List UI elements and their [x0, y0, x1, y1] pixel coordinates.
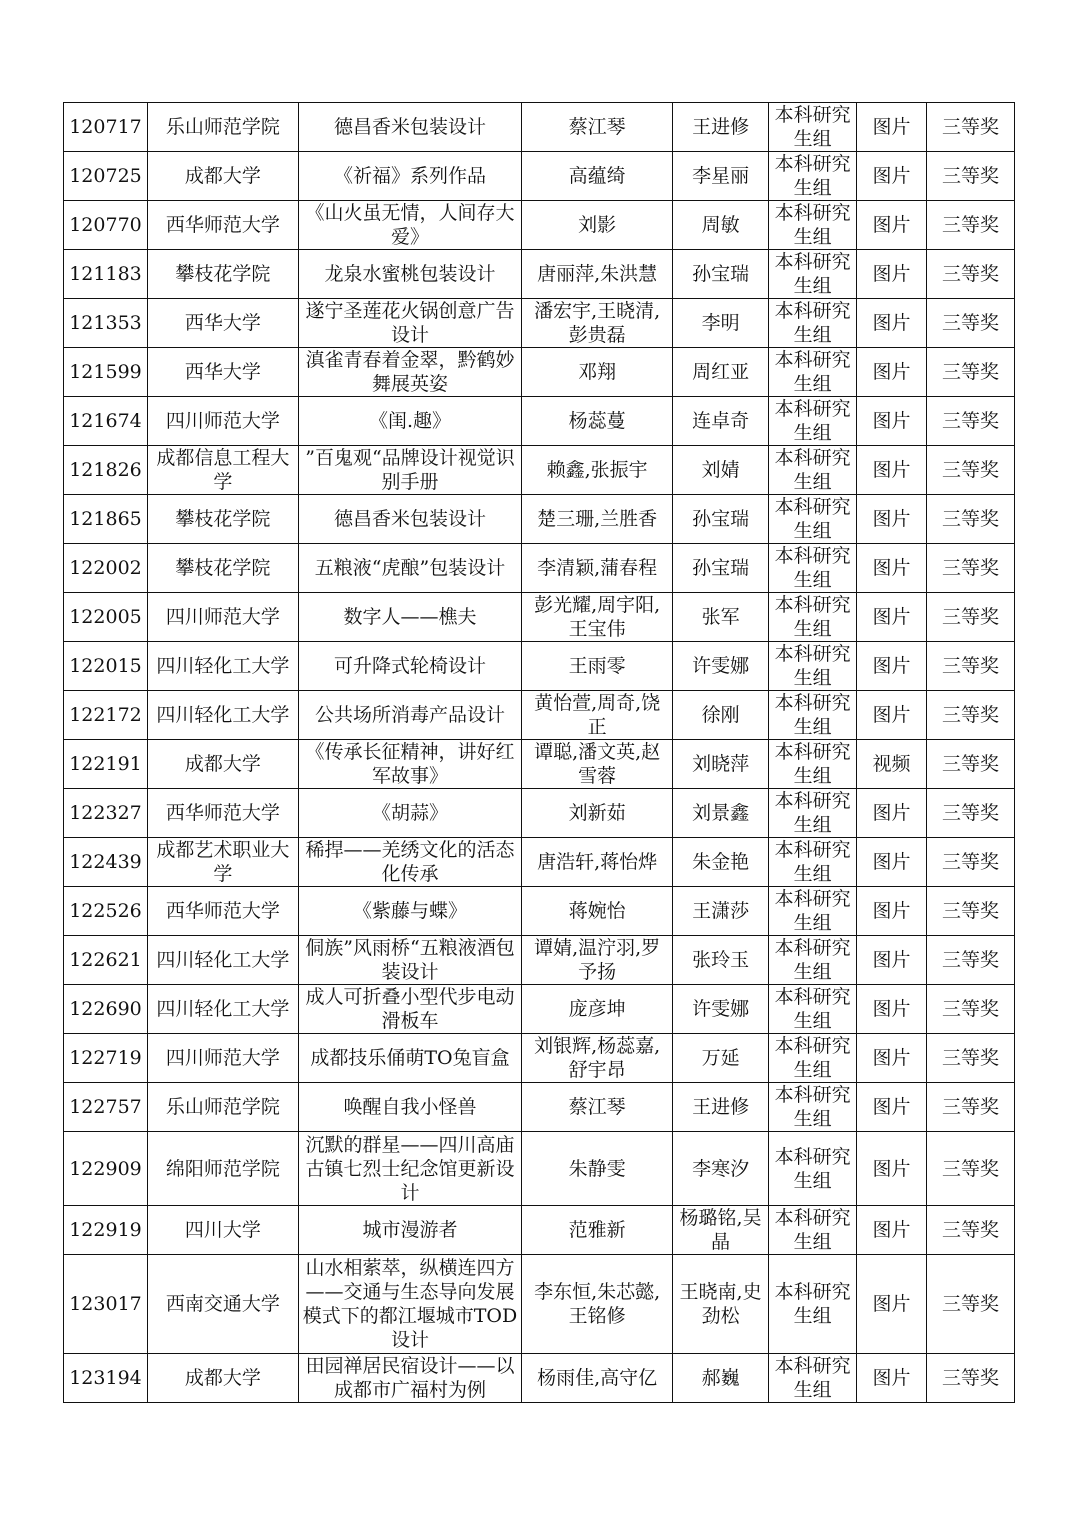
- group-cell: 本科研究生组: [769, 446, 857, 495]
- work-title-cell: 五粮液“虎酿”包装设计: [298, 544, 522, 593]
- work-title-cell: 山水相萦萃，纵横连四方——交通与生态导向发展模式下的都江堰城市TOD设计: [298, 1255, 522, 1354]
- advisor-cell: 刘婧: [673, 446, 769, 495]
- advisor-cell: 孙宝瑞: [673, 495, 769, 544]
- table-row: [64, 250, 1015, 299]
- advisor-cell: 徐刚: [673, 691, 769, 740]
- entry-id-cell: 120770: [64, 201, 148, 250]
- school-cell: 四川轻化工大学: [147, 691, 298, 740]
- table-row: [64, 593, 1015, 642]
- authors-cell: 蔡江琴: [522, 103, 673, 152]
- prize-cell: 三等奖: [926, 1034, 1014, 1083]
- authors-cell: 刘影: [522, 201, 673, 250]
- advisor-cell: 李星丽: [673, 152, 769, 201]
- table-row: [64, 1132, 1015, 1206]
- awards-table-body: [64, 103, 1015, 1403]
- school-cell: 成都信息工程大学: [147, 446, 298, 495]
- authors-cell: 赖鑫,张振宇: [522, 446, 673, 495]
- prize-cell: 三等奖: [926, 397, 1014, 446]
- entry-id-cell: 122015: [64, 642, 148, 691]
- advisor-cell: 张军: [673, 593, 769, 642]
- school-cell: 乐山师范学院: [147, 1083, 298, 1132]
- advisor-cell: 王进修: [673, 1083, 769, 1132]
- school-cell: 绵阳师范学院: [147, 1132, 298, 1206]
- authors-cell: 朱静雯: [522, 1132, 673, 1206]
- work-type-cell: 图片: [857, 1255, 927, 1354]
- group-cell: 本科研究生组: [769, 348, 857, 397]
- advisor-cell: 刘晓萍: [673, 740, 769, 789]
- work-title-cell: 数字人——樵夫: [298, 593, 522, 642]
- work-type-cell: 图片: [857, 691, 927, 740]
- work-type-cell: 图片: [857, 397, 927, 446]
- group-cell: 本科研究生组: [769, 250, 857, 299]
- group-cell: 本科研究生组: [769, 740, 857, 789]
- table-row: [64, 838, 1015, 887]
- work-title-cell: 《传承长征精神，讲好红军故事》: [298, 740, 522, 789]
- prize-cell: 三等奖: [926, 250, 1014, 299]
- school-cell: 西华大学: [147, 299, 298, 348]
- advisor-cell: 王潇莎: [673, 887, 769, 936]
- school-cell: 西华大学: [147, 348, 298, 397]
- group-cell: 本科研究生组: [769, 936, 857, 985]
- entry-id-cell: 122757: [64, 1083, 148, 1132]
- authors-cell: 彭光耀,周宇阳,王宝伟: [522, 593, 673, 642]
- authors-cell: 谭婧,温泞羽,罗予扬: [522, 936, 673, 985]
- work-type-cell: 图片: [857, 495, 927, 544]
- table-row: [64, 544, 1015, 593]
- table-row: [64, 348, 1015, 397]
- work-title-cell: 城市漫游者: [298, 1206, 522, 1255]
- prize-cell: 三等奖: [926, 838, 1014, 887]
- table-row: [64, 740, 1015, 789]
- work-title-cell: 成都技乐俑萌TO兔盲盒: [298, 1034, 522, 1083]
- entry-id-cell: 120717: [64, 103, 148, 152]
- entry-id-cell: 122621: [64, 936, 148, 985]
- prize-cell: 三等奖: [926, 1354, 1014, 1403]
- advisor-cell: 李明: [673, 299, 769, 348]
- school-cell: 四川轻化工大学: [147, 642, 298, 691]
- work-title-cell: 《闺.趣》: [298, 397, 522, 446]
- table-row: [64, 1206, 1015, 1255]
- entry-id-cell: 122191: [64, 740, 148, 789]
- entry-id-cell: 122439: [64, 838, 148, 887]
- advisor-cell: 周敏: [673, 201, 769, 250]
- work-title-cell: 田园禅居民宿设计——以成都市广福村为例: [298, 1354, 522, 1403]
- entry-id-cell: 122719: [64, 1034, 148, 1083]
- table-row: [64, 985, 1015, 1034]
- school-cell: 成都大学: [147, 1354, 298, 1403]
- prize-cell: 三等奖: [926, 348, 1014, 397]
- work-title-cell: ”百鬼观“品牌设计视觉识别手册: [298, 446, 522, 495]
- authors-cell: 杨蕊蔓: [522, 397, 673, 446]
- authors-cell: 李清颖,蒲春程: [522, 544, 673, 593]
- prize-cell: 三等奖: [926, 201, 1014, 250]
- prize-cell: 三等奖: [926, 985, 1014, 1034]
- school-cell: 西华师范大学: [147, 887, 298, 936]
- advisor-cell: 刘景鑫: [673, 789, 769, 838]
- table-row: [64, 1083, 1015, 1132]
- table-row: [64, 201, 1015, 250]
- school-cell: 四川师范大学: [147, 1034, 298, 1083]
- group-cell: 本科研究生组: [769, 495, 857, 544]
- advisor-cell: 王进修: [673, 103, 769, 152]
- prize-cell: 三等奖: [926, 593, 1014, 642]
- authors-cell: 谭聪,潘文英,赵雪蓉: [522, 740, 673, 789]
- group-cell: 本科研究生组: [769, 1354, 857, 1403]
- work-title-cell: 德昌香米包装设计: [298, 495, 522, 544]
- table-row: [64, 152, 1015, 201]
- authors-cell: 庞彦坤: [522, 985, 673, 1034]
- authors-cell: 潘宏宇,王晓清,彭贵磊: [522, 299, 673, 348]
- work-type-cell: 图片: [857, 887, 927, 936]
- school-cell: 成都艺术职业大学: [147, 838, 298, 887]
- prize-cell: 三等奖: [926, 1255, 1014, 1354]
- group-cell: 本科研究生组: [769, 1255, 857, 1354]
- prize-cell: 三等奖: [926, 936, 1014, 985]
- entry-id-cell: 121674: [64, 397, 148, 446]
- group-cell: 本科研究生组: [769, 397, 857, 446]
- authors-cell: 邓翔: [522, 348, 673, 397]
- work-title-cell: 龙泉水蜜桃包装设计: [298, 250, 522, 299]
- group-cell: 本科研究生组: [769, 1083, 857, 1132]
- school-cell: 四川轻化工大学: [147, 985, 298, 1034]
- work-type-cell: 图片: [857, 1354, 927, 1403]
- school-cell: 乐山师范学院: [147, 103, 298, 152]
- group-cell: 本科研究生组: [769, 1034, 857, 1083]
- prize-cell: 三等奖: [926, 446, 1014, 495]
- entry-id-cell: 122005: [64, 593, 148, 642]
- entry-id-cell: 121826: [64, 446, 148, 495]
- work-type-cell: 图片: [857, 1083, 927, 1132]
- work-type-cell: 图片: [857, 103, 927, 152]
- group-cell: 本科研究生组: [769, 642, 857, 691]
- advisor-cell: 朱金艳: [673, 838, 769, 887]
- prize-cell: 三等奖: [926, 887, 1014, 936]
- advisor-cell: 许雯娜: [673, 985, 769, 1034]
- entry-id-cell: 122172: [64, 691, 148, 740]
- advisor-cell: 李寒汐: [673, 1132, 769, 1206]
- authors-cell: 杨雨佳,高守亿: [522, 1354, 673, 1403]
- work-title-cell: 沉默的群星——四川高庙古镇七烈士纪念馆更新设计: [298, 1132, 522, 1206]
- work-title-cell: 可升降式轮椅设计: [298, 642, 522, 691]
- work-type-cell: 图片: [857, 985, 927, 1034]
- work-type-cell: 视频: [857, 740, 927, 789]
- work-title-cell: 稀捍——羌绣文化的活态化传承: [298, 838, 522, 887]
- prize-cell: 三等奖: [926, 691, 1014, 740]
- authors-cell: 李东恒,朱芯懿,王铭修: [522, 1255, 673, 1354]
- prize-cell: 三等奖: [926, 1083, 1014, 1132]
- group-cell: 本科研究生组: [769, 789, 857, 838]
- work-type-cell: 图片: [857, 152, 927, 201]
- table-row: [64, 1034, 1015, 1083]
- entry-id-cell: 123017: [64, 1255, 148, 1354]
- entry-id-cell: 122919: [64, 1206, 148, 1255]
- prize-cell: 三等奖: [926, 789, 1014, 838]
- entry-id-cell: 121865: [64, 495, 148, 544]
- table-row: [64, 495, 1015, 544]
- prize-cell: 三等奖: [926, 1206, 1014, 1255]
- group-cell: 本科研究生组: [769, 1132, 857, 1206]
- advisor-cell: 万延: [673, 1034, 769, 1083]
- work-title-cell: 《胡蒜》: [298, 789, 522, 838]
- work-title-cell: 成人可折叠小型代步电动滑板车: [298, 985, 522, 1034]
- table-row: [64, 1255, 1015, 1354]
- group-cell: 本科研究生组: [769, 838, 857, 887]
- school-cell: 西华师范大学: [147, 789, 298, 838]
- table-row: [64, 642, 1015, 691]
- group-cell: 本科研究生组: [769, 985, 857, 1034]
- authors-cell: 楚三珊,兰胜香: [522, 495, 673, 544]
- work-title-cell: 《山火虽无情，人间存大爱》: [298, 201, 522, 250]
- advisor-cell: 连卓奇: [673, 397, 769, 446]
- authors-cell: 高蕴绮: [522, 152, 673, 201]
- group-cell: 本科研究生组: [769, 544, 857, 593]
- prize-cell: 三等奖: [926, 642, 1014, 691]
- prize-cell: 三等奖: [926, 152, 1014, 201]
- advisor-cell: 孙宝瑞: [673, 544, 769, 593]
- work-type-cell: 图片: [857, 446, 927, 495]
- entry-id-cell: 122002: [64, 544, 148, 593]
- group-cell: 本科研究生组: [769, 152, 857, 201]
- entry-id-cell: 122909: [64, 1132, 148, 1206]
- advisor-cell: 许雯娜: [673, 642, 769, 691]
- school-cell: 西华师范大学: [147, 201, 298, 250]
- table-row: [64, 887, 1015, 936]
- group-cell: 本科研究生组: [769, 691, 857, 740]
- school-cell: 四川师范大学: [147, 397, 298, 446]
- entry-id-cell: 123194: [64, 1354, 148, 1403]
- authors-cell: 唐浩轩,蒋怡烨: [522, 838, 673, 887]
- authors-cell: 范雅新: [522, 1206, 673, 1255]
- authors-cell: 刘银辉,杨蕊嘉,舒宇昂: [522, 1034, 673, 1083]
- table-row: [64, 446, 1015, 495]
- group-cell: 本科研究生组: [769, 201, 857, 250]
- work-type-cell: 图片: [857, 348, 927, 397]
- school-cell: 西南交通大学: [147, 1255, 298, 1354]
- work-type-cell: 图片: [857, 1132, 927, 1206]
- entry-id-cell: 122327: [64, 789, 148, 838]
- entry-id-cell: 120725: [64, 152, 148, 201]
- group-cell: 本科研究生组: [769, 103, 857, 152]
- school-cell: 攀枝花学院: [147, 544, 298, 593]
- school-cell: 四川师范大学: [147, 593, 298, 642]
- authors-cell: 刘新茹: [522, 789, 673, 838]
- authors-cell: 黄怡萱,周奇,饶正: [522, 691, 673, 740]
- work-type-cell: 图片: [857, 299, 927, 348]
- work-type-cell: 图片: [857, 250, 927, 299]
- advisor-cell: 郝巍: [673, 1354, 769, 1403]
- work-type-cell: 图片: [857, 789, 927, 838]
- entry-id-cell: 122526: [64, 887, 148, 936]
- group-cell: 本科研究生组: [769, 299, 857, 348]
- work-title-cell: 滇雀青春着金翠，黔鹤妙舞展英姿: [298, 348, 522, 397]
- work-title-cell: 唤醒自我小怪兽: [298, 1083, 522, 1132]
- table-row: [64, 1354, 1015, 1403]
- advisor-cell: 孙宝瑞: [673, 250, 769, 299]
- prize-cell: 三等奖: [926, 544, 1014, 593]
- prize-cell: 三等奖: [926, 103, 1014, 152]
- advisor-cell: 张玲玉: [673, 936, 769, 985]
- group-cell: 本科研究生组: [769, 1206, 857, 1255]
- work-type-cell: 图片: [857, 544, 927, 593]
- work-title-cell: 侗族”风雨桥“五粮液酒包装设计: [298, 936, 522, 985]
- table-row: [64, 691, 1015, 740]
- work-title-cell: 《紫藤与蝶》: [298, 887, 522, 936]
- table-row: [64, 789, 1015, 838]
- work-type-cell: 图片: [857, 1034, 927, 1083]
- advisor-cell: 周红亚: [673, 348, 769, 397]
- entry-id-cell: 121183: [64, 250, 148, 299]
- authors-cell: 唐丽萍,朱洪慧: [522, 250, 673, 299]
- work-type-cell: 图片: [857, 936, 927, 985]
- work-type-cell: 图片: [857, 201, 927, 250]
- work-title-cell: 遂宁圣莲花火锅创意广告设计: [298, 299, 522, 348]
- school-cell: 四川轻化工大学: [147, 936, 298, 985]
- work-type-cell: 图片: [857, 642, 927, 691]
- prize-cell: 三等奖: [926, 740, 1014, 789]
- group-cell: 本科研究生组: [769, 593, 857, 642]
- table-row: [64, 936, 1015, 985]
- advisor-cell: 杨璐铭,吴晶: [673, 1206, 769, 1255]
- work-title-cell: 德昌香米包装设计: [298, 103, 522, 152]
- awards-table: [63, 102, 1015, 1403]
- prize-cell: 三等奖: [926, 1132, 1014, 1206]
- school-cell: 攀枝花学院: [147, 495, 298, 544]
- work-title-cell: 《祈福》系列作品: [298, 152, 522, 201]
- entry-id-cell: 121599: [64, 348, 148, 397]
- entry-id-cell: 122690: [64, 985, 148, 1034]
- school-cell: 成都大学: [147, 152, 298, 201]
- table-row: [64, 299, 1015, 348]
- table-row: [64, 397, 1015, 446]
- authors-cell: 王雨零: [522, 642, 673, 691]
- school-cell: 成都大学: [147, 740, 298, 789]
- prize-cell: 三等奖: [926, 299, 1014, 348]
- authors-cell: 蔡江琴: [522, 1083, 673, 1132]
- work-type-cell: 图片: [857, 838, 927, 887]
- school-cell: 攀枝花学院: [147, 250, 298, 299]
- prize-cell: 三等奖: [926, 495, 1014, 544]
- work-title-cell: 公共场所消毒产品设计: [298, 691, 522, 740]
- group-cell: 本科研究生组: [769, 887, 857, 936]
- table-row: [64, 103, 1015, 152]
- authors-cell: 蒋婉怡: [522, 887, 673, 936]
- school-cell: 四川大学: [147, 1206, 298, 1255]
- work-type-cell: 图片: [857, 1206, 927, 1255]
- advisor-cell: 王晓南,史劲松: [673, 1255, 769, 1354]
- work-type-cell: 图片: [857, 593, 927, 642]
- entry-id-cell: 121353: [64, 299, 148, 348]
